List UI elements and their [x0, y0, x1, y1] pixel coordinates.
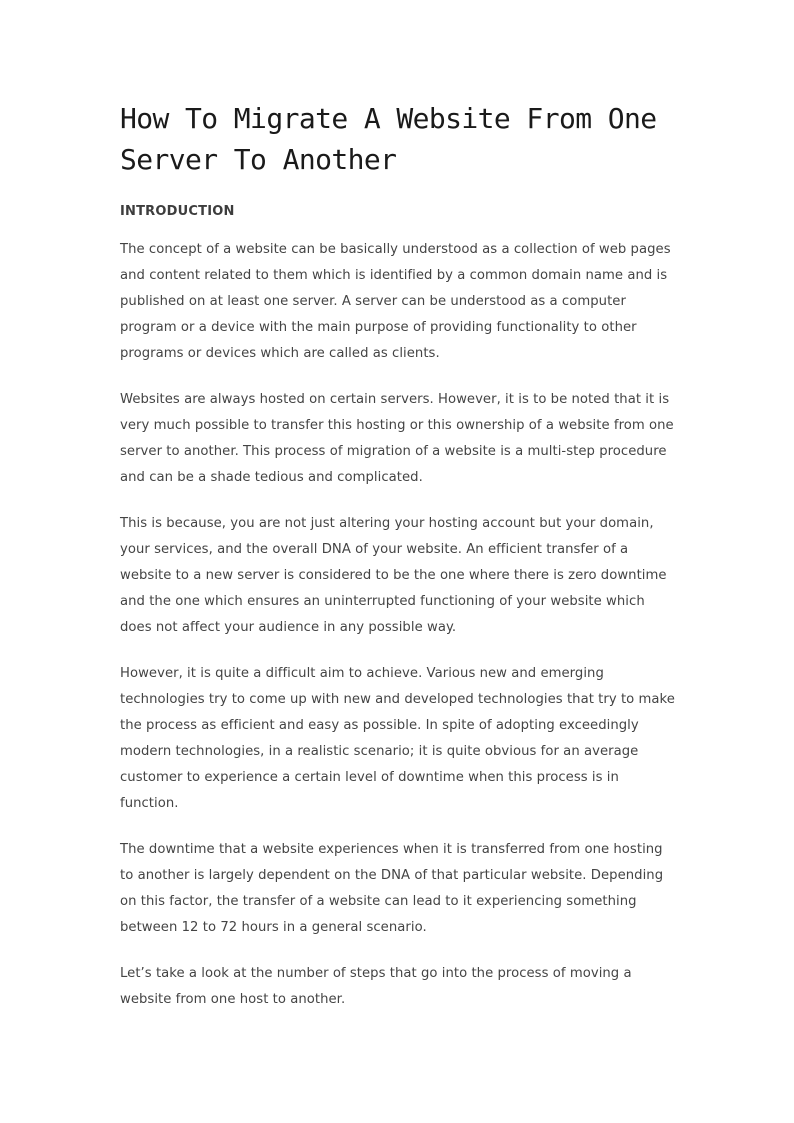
paragraph: Websites are always hosted on certain servers. However, it is to be noted that it is very much possible to transfer this hosting or this ownership of a website from one server to another. This process of migration of a website is a multi-step procedure and can be a shade tedious and complicated. [120, 392, 674, 485]
document-body [120, 98, 680, 1013]
section-heading-introduction: INTRODUCTION [120, 204, 235, 219]
document-title: How To Migrate A Website From One Server To Another [120, 102, 657, 176]
paragraph: The downtime that a website experiences when it is transferred from one hosting to another is largely dependent on the DNA of that particular website. Depending on this factor, the transfer of a website can lead to it experiencing something between 12 to 72 hours in a general scenario. [120, 842, 664, 935]
paragraph: This is because, you are not just altering your hosting account but your domain, your services, and the overall DNA of your website. An efficient transfer of a website to a new server is considered to be the one where there is zero downtime and the one which ensures an uninterrupted functioning of your website which does not affect your audience in any possible way. [120, 516, 667, 635]
paragraph: Let’s take a look at the number of steps that go into the process of moving a website from one host to another. [120, 966, 632, 1007]
paragraph: The concept of a website can be basically understood as a collection of web pages and content related to them which is identified by a common domain name and is published on at least one server. A server can be understood as a computer program or a device with the main purpose of providing functionality to other programs or devices which are called as clients. [120, 242, 671, 361]
paragraph: However, it is quite a difficult aim to achieve. Various new and emerging technologies try to come up with new and developed technologies that try to make the process as efficient and easy as possible. In spite of adopting exceedingly modern technologies, in a realistic scenario; it is quite obvious for an average customer to experience a certain level of downtime when this process is in function. [120, 666, 675, 811]
